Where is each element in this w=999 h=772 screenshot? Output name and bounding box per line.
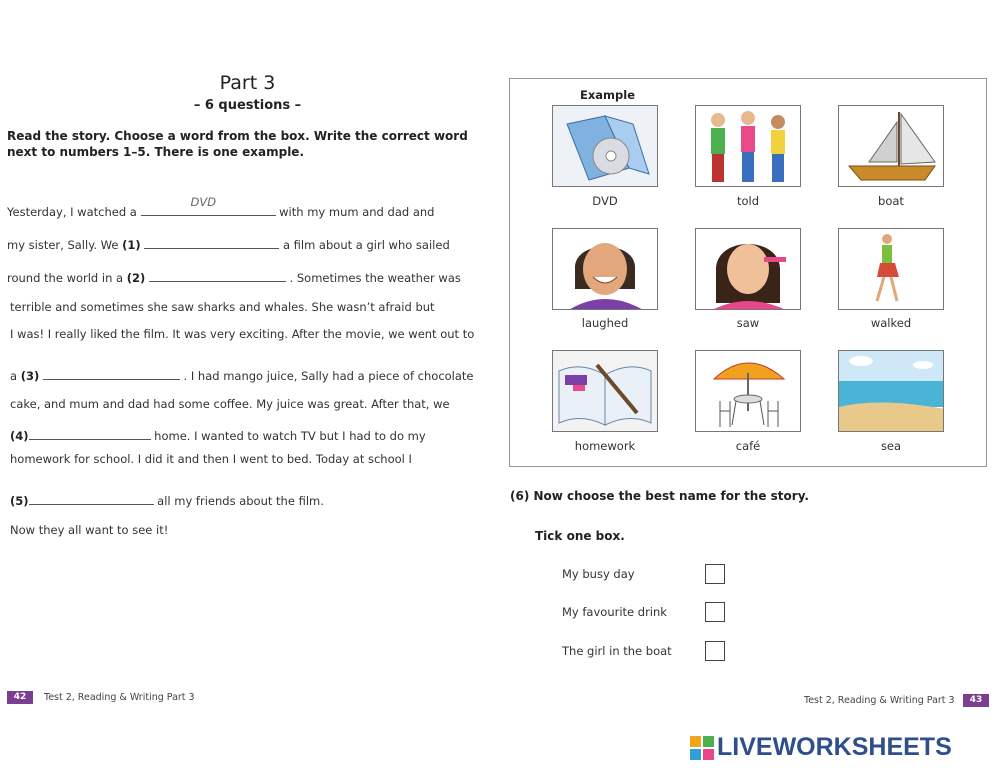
- left-page-number: 42: [7, 691, 33, 704]
- answer-blank-3[interactable]: [43, 365, 180, 380]
- answer-blank-5[interactable]: [29, 490, 154, 505]
- story-line-1: Yesterday, I watched a DVD with my mum and dad and: [7, 195, 435, 219]
- question-number-2: (2): [126, 271, 146, 285]
- word-homework: homework: [574, 439, 636, 453]
- story-line-10: (5) all my friends about the film.: [10, 490, 324, 508]
- example-answer: DVD: [190, 195, 217, 209]
- right-page-number: 43: [963, 694, 989, 707]
- word-cafe: café: [735, 439, 761, 453]
- questions-count: – 6 questions –: [193, 98, 302, 113]
- liveworksheets-brand[interactable]: LIVEWORKSHEETS: [717, 733, 952, 761]
- question-number-3: (3): [20, 369, 40, 383]
- answer-blank-1[interactable]: [144, 234, 279, 249]
- story-line-2: my sister, Sally. We (1) a film about a girl who sailed: [7, 234, 450, 252]
- walked-picture: [838, 228, 944, 310]
- story-line-11: Now they all want to see it!: [10, 523, 169, 537]
- tick-instruction: Tick one box.: [535, 529, 625, 543]
- left-footer-text: Test 2, Reading & Writing Part 3: [44, 692, 195, 703]
- cafe-picture: [695, 350, 801, 432]
- answer-blank-2[interactable]: [149, 267, 286, 282]
- right-footer-text: Test 2, Reading & Writing Part 3: [804, 695, 955, 706]
- example-answer-blank: [141, 195, 276, 216]
- sea-picture: [838, 350, 944, 432]
- example-label: Example: [580, 88, 635, 102]
- option-girl-in-the-boat: The girl in the boat: [562, 644, 672, 658]
- word-walked: walked: [870, 316, 912, 330]
- word-dvd: DVD: [592, 194, 618, 208]
- story-line-7: cake, and mum and dad had some coffee. My juice was great. After that, we: [10, 397, 450, 411]
- story-line-9: homework for school. I did it and then I went to bed. Today at school I: [10, 452, 412, 466]
- question-number-1: (1): [122, 238, 141, 252]
- word-sea: sea: [880, 439, 902, 453]
- word-told: told: [736, 194, 760, 208]
- checkbox-my-busy-day[interactable]: [705, 564, 725, 584]
- told-picture: [695, 105, 801, 187]
- question-6-prompt: (6) Now choose the best name for the story.: [510, 489, 809, 503]
- checkbox-my-favourite-drink[interactable]: [705, 602, 725, 622]
- story-line-3: round the world in a (2) . Sometimes the weather was: [7, 267, 461, 285]
- boat-picture: [838, 105, 944, 187]
- question-number-5: (5): [10, 494, 29, 508]
- story-line-6: a (3) . I had mango juice, Sally had a piece of chocolate: [10, 365, 474, 383]
- checkbox-girl-in-the-boat[interactable]: [705, 641, 725, 661]
- laughed-picture: [552, 228, 658, 310]
- story-line-5: I was! I really liked the film. It was very exciting. After the movie, we went out to: [10, 327, 475, 341]
- dvd-picture: [552, 105, 658, 187]
- liveworksheets-logo-icon: [690, 736, 714, 760]
- story-line-4: terrible and sometimes she saw sharks and whales. She wasn’t afraid but: [10, 300, 435, 314]
- part-title: Part 3: [219, 72, 276, 94]
- saw-picture: [695, 228, 801, 310]
- instructions: Read the story. Choose a word from the box. Write the correct word next to numbers 1–5. There is one example.: [7, 129, 468, 159]
- word-boat: boat: [878, 194, 904, 208]
- story-line-8: (4) home. I wanted to watch TV but I had to do my: [10, 425, 426, 443]
- word-laughed: laughed: [581, 316, 629, 330]
- homework-picture: [552, 350, 658, 432]
- word-saw: saw: [736, 316, 760, 330]
- option-my-busy-day: My busy day: [562, 567, 635, 581]
- question-number-4: (4): [10, 429, 29, 443]
- answer-blank-4[interactable]: [29, 425, 151, 440]
- option-my-favourite-drink: My favourite drink: [562, 605, 667, 619]
